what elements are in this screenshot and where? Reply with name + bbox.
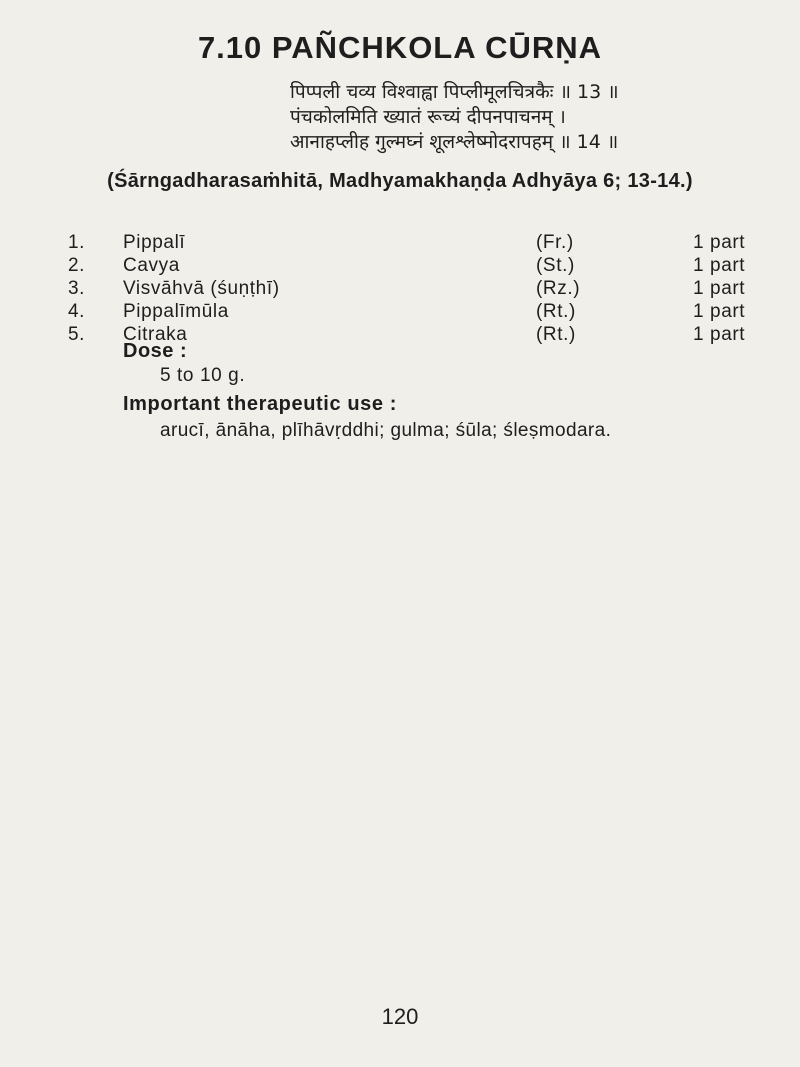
source-citation: (Śārngadharasaṁhitā, Madhyamakhaṇḍa Adhyāya 6; 13-14.) bbox=[107, 170, 693, 192]
ingredient-row bbox=[0, 324, 800, 347]
ingredient-row bbox=[0, 278, 800, 301]
dose-heading: Dose : bbox=[123, 340, 188, 362]
ingredient-number: 5. bbox=[68, 324, 86, 345]
ingredient-part-used: (Fr.) bbox=[536, 232, 574, 253]
ingredient-name: Pippalīmūla bbox=[123, 301, 229, 322]
sanskrit-verse bbox=[290, 80, 619, 155]
ingredient-name: Pippalī bbox=[123, 232, 186, 253]
ingredient-number: 4. bbox=[68, 301, 86, 322]
page-title: 7.10 PAÑCHKOLA CŪRṆA bbox=[197, 30, 603, 65]
ingredient-part-used: (St.) bbox=[536, 255, 575, 276]
ingredient-quantity: 1 part bbox=[693, 255, 746, 276]
ingredient-number: 2. bbox=[68, 255, 86, 276]
ingredient-row bbox=[0, 232, 800, 255]
ingredient-number: 3. bbox=[68, 278, 86, 299]
ingredient-part-used: (Rz.) bbox=[536, 278, 581, 299]
ingredient-row bbox=[0, 255, 800, 278]
therapeutic-use-text: arucī, ānāha, plīhāvṛddhi; gulma; śūla; śleṣmodara. bbox=[160, 420, 612, 441]
ingredient-part-used: (Rt.) bbox=[536, 324, 576, 345]
ingredient-part-used: (Rt.) bbox=[536, 301, 576, 322]
verse-line-3: आनाहप्लीह गुल्मघ्नं शूलश्लेष्मोदरापहम् ॥ 14 ॥ bbox=[290, 131, 619, 153]
ingredient-quantity: 1 part bbox=[693, 232, 746, 253]
ingredient-number: 1. bbox=[68, 232, 86, 253]
ingredient-name: Visvāhvā (śuṇṭhī) bbox=[123, 278, 280, 299]
page-number: 120 bbox=[381, 1004, 419, 1029]
ingredient-name: Cavya bbox=[123, 255, 180, 276]
verse-line-2: पंचकोलमिति ख्यातं रूच्यं दीपनपाचनम् । bbox=[290, 106, 566, 128]
ingredient-quantity: 1 part bbox=[693, 324, 746, 345]
ingredient-name: Citraka bbox=[123, 324, 188, 345]
ingredient-row bbox=[0, 301, 800, 324]
ingredient-quantity: 1 part bbox=[693, 278, 746, 299]
ingredient-list bbox=[0, 232, 800, 347]
dose-value: 5 to 10 g. bbox=[160, 365, 246, 386]
therapeutic-use-heading: Important therapeutic use : bbox=[123, 393, 398, 415]
verse-line-1: पिप्पली चव्य विश्वाह्वा पिप्लीमूलचित्रकैः ॥ 13 ॥ bbox=[290, 81, 619, 103]
ingredient-quantity: 1 part bbox=[693, 301, 746, 322]
